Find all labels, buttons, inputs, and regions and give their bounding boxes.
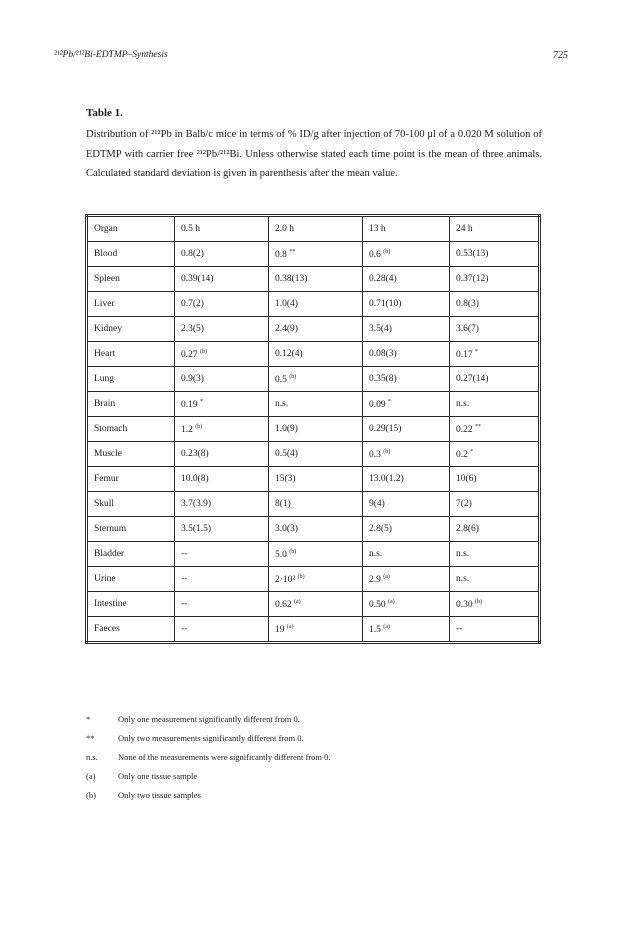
value-cell [269,542,363,567]
value-cell [269,242,363,267]
organ-cell [87,617,175,643]
footnote-marker: (b) [195,423,203,430]
cell-value: 0.29(15) [369,424,402,434]
cell-value: -- [181,574,188,584]
value-cell [175,292,269,317]
cell-value: n.s. [456,574,470,584]
cell-value: 0.08(3) [369,349,397,359]
value-cell [363,417,450,442]
cell-value: Brain [94,399,116,409]
page-number: 725 [553,50,568,61]
organ-cell [87,467,175,492]
cell-value: 0.8(2) [181,249,204,259]
cell-value: 0.53(13) [456,249,489,259]
table-row [87,242,540,267]
footnote-marker: (a) [294,598,301,605]
cell-value: Bladder [94,549,125,559]
running-title: ²¹²Pb/²¹²Bi-EDTMP–Synthesis [54,50,168,60]
footnote-marker: (a) [383,623,390,630]
cell-value: 0.50 [369,599,386,610]
table-row [87,292,540,317]
value-cell [175,542,269,567]
cell-value: Liver [94,299,115,309]
table-header-row [87,216,540,242]
value-cell [363,292,450,317]
cell-value: Femur [94,474,119,484]
cell-value: Sternum [94,524,127,534]
value-cell [175,592,269,617]
footnote-marker: (b) [383,448,391,455]
cell-value: n.s. [275,399,289,409]
value-cell [450,492,540,517]
value-cell [450,592,540,617]
value-cell [175,342,269,367]
value-cell [363,267,450,292]
cell-value: 0.3 [369,449,381,460]
cell-value: 0.62 [275,599,292,610]
table-row [87,592,540,617]
footnote-marker: (b) [289,548,297,555]
header-cell: 13 h [363,216,450,242]
cell-value: 0.38(13) [275,274,308,284]
header-cell: 24 h [450,216,540,242]
cell-value: 0.7(2) [181,299,204,309]
cell-value: 0.17 [456,349,473,360]
cell-value: 0.12(4) [275,349,303,359]
cell-value: 0.35(8) [369,374,397,384]
value-cell [450,417,540,442]
cell-value: 15(3) [275,474,296,484]
value-cell [450,342,540,367]
cell-value: 10.0(8) [181,474,209,484]
organ-cell [87,317,175,342]
cell-value: -- [181,549,188,559]
cell-value: 2.4(9) [275,324,298,334]
footnote-symbol: n.s. [86,752,98,762]
footnote-marker: * [388,398,391,405]
table-row [87,317,540,342]
footnote-marker: ** [475,423,481,430]
value-cell [269,267,363,292]
cell-value: 13.0(1.2) [369,474,404,484]
cell-value: 19 [275,624,285,635]
cell-value: 0.5(4) [275,449,298,459]
value-cell [269,617,363,643]
value-cell [450,367,540,392]
cell-value: 2·10² [275,574,296,585]
cell-value: 0.19 [181,399,198,410]
cell-value: 0.9(3) [181,374,204,384]
footnote-marker: (b) [200,348,207,355]
footnote-marker: (b) [475,598,482,605]
table-body [87,216,540,643]
footnote-symbol: (a) [86,771,96,781]
value-cell [269,367,363,392]
cell-value: 0.37(12) [456,274,489,284]
table-row [87,342,540,367]
header-cell: 2.0 h [269,216,363,242]
cell-value: Muscle [94,449,122,459]
value-cell [269,467,363,492]
footnote-marker: (b) [297,573,305,580]
footnote-marker: (a) [286,623,294,630]
value-cell [269,392,363,417]
value-cell [175,492,269,517]
footnote-marker: ** [289,248,296,255]
value-cell [175,417,269,442]
footnote-marker: * [200,398,203,405]
organ-cell [87,417,175,442]
value-cell [450,542,540,567]
cell-value: 0.30 [456,599,473,610]
value-cell [363,392,450,417]
cell-value: 0.5 [275,374,287,385]
cell-value: n.s. [456,399,470,409]
value-cell [363,517,450,542]
footnote-text: Only one measurement significantly different from 0. [118,714,300,724]
value-cell [175,367,269,392]
value-cell [175,617,269,643]
table-row [87,367,540,392]
value-cell [363,317,450,342]
table-row [87,417,540,442]
cell-value: 3.7(3.9) [181,499,212,509]
value-cell [269,442,363,467]
cell-value: 1.0(9) [275,424,298,434]
value-cell [175,392,269,417]
cell-value: 0.8(3) [456,299,479,309]
footnote-marker: * [475,348,478,355]
organ-cell [87,267,175,292]
value-cell [269,592,363,617]
table-caption: Distribution of ²¹²Pb in Balb/c mice in terms of % ID/g after injection of 70-100 μl of a 0.020 M solution of EDTMP with carrier free ²¹²Pb/²¹²Bi. Unless otherwise stated each time point is the mean of three animals. Calculated standard deviation is given in parenthesis after the mean value. [86,129,542,179]
cell-value: Stomach [94,424,128,434]
organ-cell [87,567,175,592]
table-row [87,567,540,592]
value-cell [175,442,269,467]
distribution-table [85,214,541,644]
cell-value: 2.9 [369,574,381,585]
value-cell [269,492,363,517]
table-row [87,517,540,542]
cell-value: 2.3(5) [181,324,204,334]
organ-cell [87,392,175,417]
cell-value: Lung [94,374,115,384]
value-cell [450,442,540,467]
organ-cell [87,592,175,617]
cell-value: 0.27(14) [456,374,489,384]
value-cell [269,317,363,342]
value-cell [175,242,269,267]
value-cell [269,292,363,317]
organ-cell [87,342,175,367]
cell-value: 0.71(10) [369,299,402,309]
cell-value: 3.6(7) [456,324,479,334]
cell-value: -- [181,624,188,634]
cell-value: Intestine [94,599,127,609]
organ-cell [87,367,175,392]
cell-value: 0.27 [181,349,198,360]
cell-value: 0.8 [275,249,287,260]
value-cell [450,292,540,317]
value-cell [363,342,450,367]
cell-value: -- [456,624,463,634]
value-cell [450,317,540,342]
table-row [87,442,540,467]
footnote-marker: (a) [383,573,390,580]
table-row [87,392,540,417]
table-row [87,267,540,292]
cell-value: Urine [94,574,116,584]
cell-value: Heart [94,349,116,359]
value-cell [363,567,450,592]
cell-value: 0.2 [456,449,468,460]
organ-cell [87,242,175,267]
value-cell [450,517,540,542]
footnote-marker: * [470,448,474,455]
footnote-symbol: ** [86,733,95,743]
footnote-symbol: (b) [86,790,96,800]
value-cell [269,417,363,442]
table-row [87,467,540,492]
table-row [87,617,540,643]
footnote-marker: (b) [289,373,297,380]
organ-cell [87,442,175,467]
value-cell [269,567,363,592]
value-cell [175,317,269,342]
footnote-text: Only two measurements significantly different from 0. [118,733,304,743]
cell-value: 2.8(5) [369,524,392,534]
table-row [87,542,540,567]
value-cell [363,592,450,617]
footnote-text: Only two tissue samples [118,790,201,800]
value-cell [175,517,269,542]
value-cell [363,242,450,267]
cell-value: 2.8(6) [456,524,479,534]
value-cell [450,392,540,417]
organ-cell [87,492,175,517]
cell-value: 0.23(8) [181,449,209,459]
cell-value: 0.28(4) [369,274,397,284]
cell-value: 3.5(4) [369,324,392,334]
value-cell [450,242,540,267]
cell-value: 1.5 [369,624,381,635]
value-cell [450,567,540,592]
value-cell [363,542,450,567]
value-cell [175,267,269,292]
cell-value: -- [181,599,188,609]
cell-value: Blood [94,249,118,259]
value-cell [363,367,450,392]
cell-value: 0.39(14) [181,274,214,284]
value-cell [363,492,450,517]
value-cell [175,567,269,592]
footnote-marker: (a) [388,598,395,605]
cell-value: 8(1) [275,499,291,509]
cell-value: Kidney [94,324,122,334]
organ-cell [87,292,175,317]
cell-value: 10(6) [456,474,477,484]
cell-value: Spleen [94,274,120,284]
cell-value: 3.5(1.5) [181,524,212,534]
value-cell [269,342,363,367]
cell-value: 1.2 [181,424,193,435]
footnote-text: Only one tissue sample [118,771,198,781]
table-title: Table 1. [86,107,123,119]
footnote-marker: (b) [383,248,391,255]
value-cell [450,267,540,292]
value-cell [363,617,450,643]
value-cell [363,467,450,492]
cell-value: Faeces [94,624,120,634]
cell-value: 3.0(3) [275,524,298,534]
cell-value: Skull [94,499,115,509]
cell-value: 7(2) [456,499,472,509]
header-cell: 0.5 h [175,216,269,242]
header-cell: Organ [87,216,175,242]
value-cell [450,467,540,492]
value-cell [450,617,540,643]
footnote-symbol: * [86,714,91,724]
organ-cell [87,542,175,567]
footnote-text: None of the measurements were significantly different from 0. [118,752,331,762]
value-cell [175,467,269,492]
table-row [87,492,540,517]
cell-value: n.s. [369,549,383,559]
value-cell [269,517,363,542]
cell-value: 5.0 [275,549,287,560]
organ-cell [87,517,175,542]
cell-value: 1.0(4) [275,299,298,309]
cell-value: n.s. [456,549,470,559]
cell-value: 0.6 [369,249,381,260]
cell-value: 0.22 [456,424,473,435]
value-cell [363,442,450,467]
cell-value: 0.09 [369,399,386,410]
cell-value: 9(4) [369,499,385,509]
